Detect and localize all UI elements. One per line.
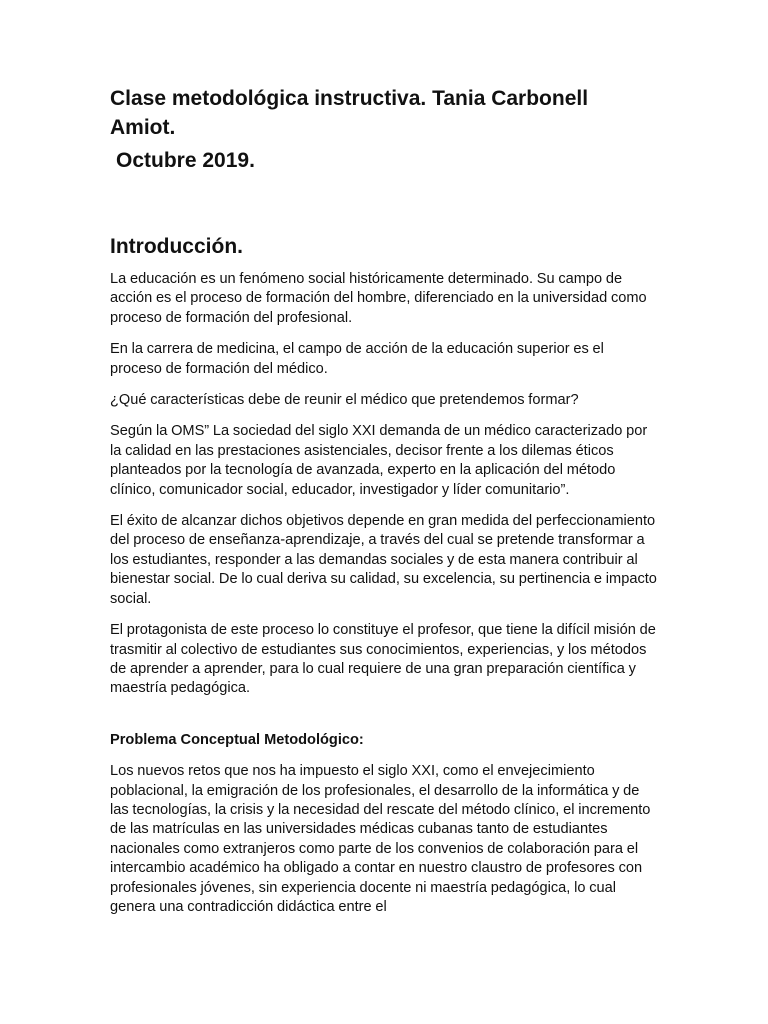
document-body [110,84,658,929]
intro-paragraph: ¿Qué características debe de reunir el médico que pretendemos formar? [110,392,579,409]
intro-paragraph: La educación es un fenómeno social históricamente determinado. Su campo de acción es el proceso de formación del hombre, diferenciado en la universidad como proceso de formación del profesional. [110,271,647,326]
problem-paragraph: Los nuevos retos que nos ha impuesto el siglo XXI, como el envejecimiento poblacional, la emigración de los profesionales, el desarrollo de la informática y de las tecnologías, la crisis y la necesidad del rescate del método clínico, el incremento de las matrículas en las universidades médicas cubanas tanto de estudiantes nacionales como extranjeros como parte de los convenios de colaboración para el intercambio académico ha obligado a contar en nuestro claustro de profesores con profesionales jóvenes, sin experiencia docente ni maestría pedagógica, lo cual genera una contradicción didáctica entre el [110,763,651,915]
intro-paragraph: Según la OMS” La sociedad del siglo XXI demanda de un médico caracterizado por la calidad en las prestaciones asistenciales, decisor frente a los dilemas éticos planteados por la tecnología de avanzada, experto en la aplicación del método clínico, comunicador social, educador, investigador y líder comunitario”. [110,423,648,498]
document-date: Octubre 2019. [116,149,255,172]
introduction-heading: Introducción. [110,235,243,258]
document-title: Clase metodológica instructiva. Tania Carbonell Amiot. [110,87,589,139]
intro-paragraph: En la carrera de medicina, el campo de acción de la educación superior es el proceso de formación del médico. [110,341,604,377]
intro-paragraph: El éxito de alcanzar dichos objetivos depende en gran medida del perfeccionamiento del proceso de enseñanza-aprendizaje, a través del cual se pretende transformar a los estudiantes, responder a las demandas sociales y de esta manera contribuir al bienestar social. De lo cual deriva su calidad, su excelencia, su pertinencia e impacto social. [110,513,657,607]
problem-heading: Problema Conceptual Metodológico: [110,731,364,748]
intro-paragraph: El protagonista de este proceso lo constituye el profesor, que tiene la difícil misión de trasmitir al colectivo de estudiantes sus conocimientos, experiencias, y los métodos de aprender a aprender, para lo cual requiere de una gran preparación científica y maestría pedagógica. [110,622,656,697]
